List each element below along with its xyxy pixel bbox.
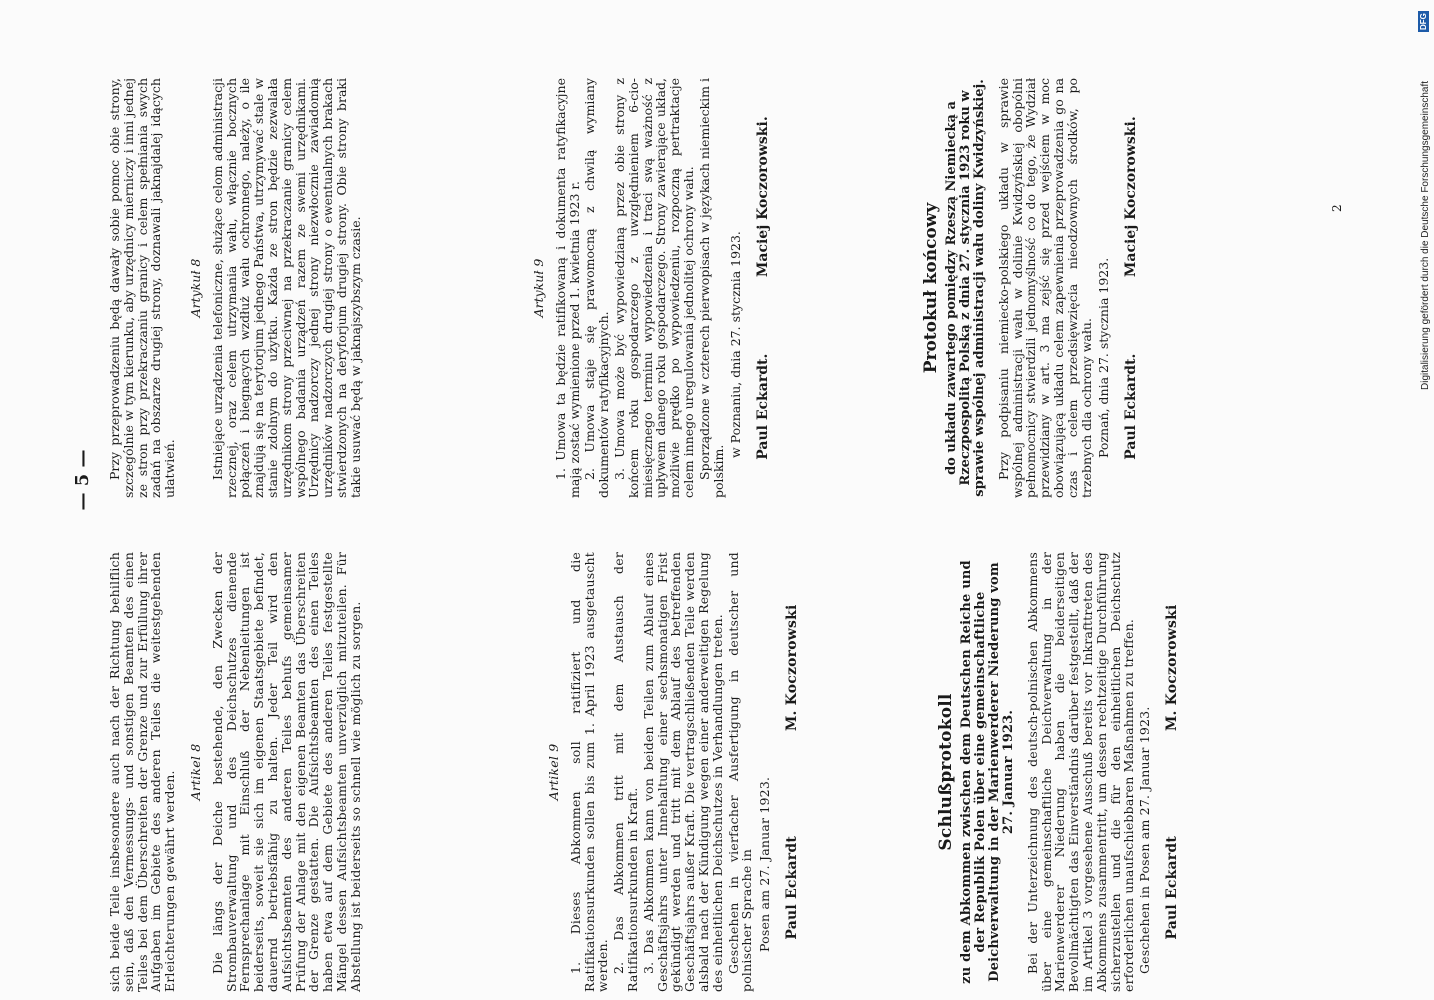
german-art8-heading: Artikel 8: [187, 743, 203, 801]
polish-signature-right: Maciej Koczorowski.: [755, 116, 772, 278]
german-protocol-signature-right: M. Koczorowski: [1163, 604, 1180, 732]
polish-column-1: [108, 78, 365, 498]
german-art9-p2: 2. Das Abkommen tritt mit dem Austausch der Ratifikationsurkunden in Kraft.: [611, 552, 640, 992]
german-protocol-text: Bei der Unterzeichnung des deutsch-polnischen Abkommens über eine gemeinschaftliche Deichverwaltung in der Marienwerderer Niederung haben die beiderseitigen Bevollmächtigten das Einverständnis darüber festgestellt, daß der im Artikel 3 vorgesehene Ausschuß bereits vor Inkrafttreten des Abkommens zusammentritt, um dessen rechtzeitige Durchführung sicherzustellen und die für den einheitlichen Deichschutz erforderlichen unaufschiebbaren Maßnahmen zu treffen.: [1024, 552, 1137, 992]
german-column-3: [920, 552, 1180, 992]
german-protocol-signature-left: Paul Eckardt: [1163, 836, 1180, 940]
polish-protocol-text: Przy podpisaniu niemiecko-polskiego układu w sprawie wspólnej administracji wału w dolinie Kwidzyńskiej obopólni pełnomocnicy stwierdzili jednomyślność co do tego, że Wydział przewidziany w art. 3 ma zejść się przed wejściem w moc obowiązującą układu celem zapewnienia przeprowadzenia go na czas i celem przedsięwzięcia nieodzownych środków, po trzebnych dla ochrony wału.: [995, 78, 1094, 498]
polish-column-2: [520, 78, 771, 498]
german-place-date: Posen am 27. Januar 1923.: [757, 776, 773, 952]
german-signature-left: Paul Eckardt: [783, 836, 800, 940]
polish-art9-p2: 2. Umowa staje się prawomocną z chwilą wymiany dokumentów ratyfikacyjnych.: [582, 78, 612, 498]
polish-place-date: w Poznaniu, dnia 27. stycznia 1923.: [728, 231, 744, 458]
side-page-number: 2: [1330, 204, 1344, 212]
german-continuation: sich beide Teile insbesondere auch nach der Richtung behilflich sein, daß den Vermessungs- und sonstigen Beamten des einen Teiles bei dem Überschreiten der Grenze und zur Erfüllung ihrer Aufgaben im Gebiete des anderen Teiles die weitestgehenden Erleichterungen gewährt werden.: [107, 552, 178, 992]
german-art9-p4: Geschehen in vierfacher Ausfertigung in deutscher und polnischer Sprache in: [725, 552, 755, 992]
page-number: — 5 —: [72, 449, 93, 511]
polish-art9-p4: Sporządzone w czterech pierwopisach w językach niemieckim i polskim.: [696, 78, 726, 498]
german-art9-p1: 1. Dieses Abkommen soll ratifiziert und die Ratifikationsurkunden sollen bis zum 1. April 1923 ausgetauscht werden.: [567, 552, 611, 992]
german-signature-right: M. Koczorowski: [783, 604, 800, 732]
german-art8-text: Die längs der Deiche bestehende, den Zwecken der Strombauverwaltung und des Deichschutzes dienende Fernsprechanlage mit Einschluß der Nebenleitungen ist beiderseits, soweit sie sich im eigenen Staatsgebiete befindet, dauernd betriebsfähig zu halten. Jeder Teil wird den Aufsichtsbeamten des anderen Teiles behufs gemeinsamer Prüfung der Anlage mit den eigenen Beamten das Überschreiten der Grenze gestatten. Die Aufsichtsbeamten des einen Teiles haben etwa auf dem Gebiete des anderen Teiles festgestellte Mängel dessen Aufsichtsbeamten unverzüglich mitzuteilen. Für Abstellung ist beiderseits so schnell wie möglich zu sorgen.: [209, 552, 363, 992]
polish-continuation: Przy przeprowadzeniu będą dawały sobie pomoc obie strony, szczególnie w tym kierunku, aby urzędnicy mierniczy i inni jednej ze stron przy przekraczaniu granicy i celem spełniania swych zadań na obszarze drugiej strony, doznawali jaknajdalej idących ułatwień.: [107, 78, 178, 498]
german-protocol-title: Schlußprotokoll: [936, 693, 956, 851]
polish-protocol-subtitle: do układu zawartego pomiędzy Rzeszą Niemiecką a Rzeczpospolitą Polską z dnia 27. stycznia 1923 roku w sprawie wspólnej administracji wału doliny Kwidzyńskiej.: [943, 79, 987, 497]
german-protocol-place: Geschehen in Posen am 27. Januar 1923.: [1137, 706, 1153, 974]
polish-art9-p1: 1. Umowa ta będzie ratifikowaną i dokumenta ratyfikacyjne mają zostać wymienione przed 1. kwietnia 1923 r.: [552, 78, 582, 498]
polish-protocol-title: Protokuł końcowy: [921, 202, 941, 374]
polish-signatures: [757, 78, 771, 498]
german-protocol-signatures: [1163, 552, 1180, 992]
polish-art8-text: Istniejące urządzenia telefoniczne, służące celom administracji rzecznej, oraz celem utrzymania wału, włącznie bocznych połączeń i biegnących wzdłuż wału ochronnego, należy, o ile znajdują się na terytorjum jednego Państwa, utrzymywać stale w stanie zdolnym do użytku. Każda ze stron będzie zezwalała urzędnikom strony przeciwnej na przekraczanie granicy celem wspólnego badania urządzeń razem ze swemi urzędnikami. Urzędnicy nadzorczy jednej strony niezwłocznie zawiadomią urzędników nadzorczych drugiej strony o ewentualnych brakach stwierdzonych na deryforjum drugiej strony. Obie strony braki takie usuwać będą w jaknajszybszym czasie.: [209, 78, 363, 498]
german-column-1: [108, 552, 365, 992]
german-protocol-subtitle: zu dem Abkommen zwischen dem Deutschen Reiche und der Republik Polen über eine gemeinschaftliche Deichverwaltung in der Marienwerderer Niederung vom 27. Januar 1923.: [958, 560, 1016, 984]
polish-column-3: [905, 78, 1139, 498]
polish-protocol-signature-left: Paul Eckardt.: [1123, 353, 1140, 460]
polish-art9-heading: Artykuł 9: [531, 258, 546, 318]
digitization-note: Digitalisierung gefördert durch die Deutsche Forschungsgemeinschaft: [1420, 80, 1431, 390]
german-art9-heading: Artikel 9: [546, 743, 561, 801]
polish-signature-left: Paul Eckardt.: [755, 353, 772, 460]
polish-protocol-signature-right: Maciej Koczorowski.: [1123, 116, 1140, 278]
german-art9-p3: 3. Das Abkommen kann von beiden Teilen zum Ablauf eines Geschäftsjahrs unter Innehaltung einer sechsmonatigen Frist gekündigt werden und tritt mit dem Ablauf des betreffenden Geschäftsjahrs außer Kraft. Die vertragschließenden Teile werden alsbald nach der Kündigung wegen einer anderweitigen Regelung des einheitlichen Deichschutzes in Verhandlungen treten.: [640, 552, 725, 992]
polish-art8-heading: Artykuł 8: [187, 258, 203, 318]
polish-protocol-place: Poznań, dnia 27. stycznia 1923.: [1096, 257, 1112, 458]
german-signatures: [783, 552, 800, 992]
polish-art9-p3: 3. Umowa może być wypowiedzianą przez obie strony z końcem roku gospodarczego z uwzględnieniem 6-cio-miesięcznego terminu wypowiedzenia i traci swą ważność z upływem danego roku gospodarczego. Strony zawierające układ, możliwie prędko po wypowiedzeniu, rozpoczną pertraktacje celem innego uregulowania jednolitej ochrony wału.: [611, 78, 696, 498]
polish-protocol-signatures: [1125, 78, 1139, 498]
german-column-2: [535, 552, 800, 992]
dfg-logo: DFG: [1419, 13, 1428, 30]
